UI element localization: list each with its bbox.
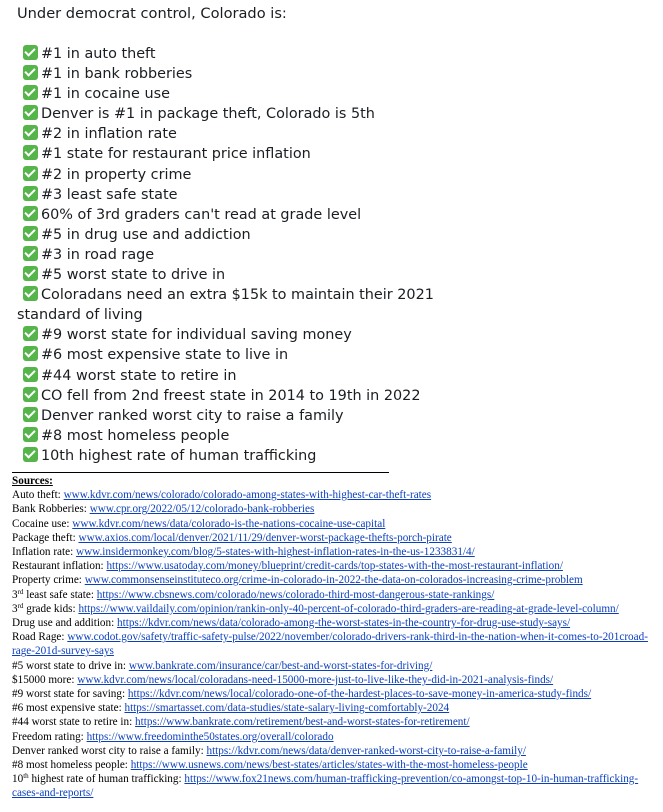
source-link[interactable]: https://kdvr.com/news/data/denver-ranked-worst-city-to-raise-a-family/ <box>206 744 526 757</box>
check-mark-icon <box>23 125 38 140</box>
check-mark-icon <box>23 226 38 241</box>
sources-section <box>12 474 652 801</box>
source-row: 3rd grade kids: https://www.vaildaily.com/opinion/rankin-only-40-percent-of-colorado-third-graders-are-reading-at-grade-level-column/ <box>12 601 619 615</box>
source-link[interactable]: https://kdvr.com/news/local/colorado-one-of-the-hardest-places-to-save-money-in-america-study-finds/ <box>127 688 592 701</box>
stat-item: #44 worst state to retire in <box>17 366 657 386</box>
stat-list <box>17 44 657 466</box>
check-mark-icon <box>23 166 38 181</box>
check-mark-icon <box>23 266 38 281</box>
stat-item: #1 in bank robberies <box>17 64 657 84</box>
source-row: Inflation rate: www.insidermonkey.com/blog/5-states-with-highest-inflation-rates-in-the-us-1233831/4/ <box>12 546 475 559</box>
check-mark-icon <box>23 186 38 201</box>
check-mark-icon <box>23 387 38 402</box>
source-row: Property crime: www.commonsenseinstituteco.org/crime-in-colorado-in-2022-the-data-on-colorados-increasing-crime-problem <box>12 574 583 587</box>
source-row: Package theft: www.axios.com/local/denver/2021/11/29/denver-worst-package-thefts-porch-pirate <box>12 531 452 544</box>
source-row: 3rd least safe state: https://www.cbsnews.com/colorado/news/colorado-third-most-dangerous-state-rankings/ <box>12 587 495 601</box>
stat-item: #2 in inflation rate <box>17 124 657 144</box>
check-mark-icon <box>23 286 38 301</box>
source-row: 10th highest rate of human trafficking: https://www.fox21news.com/human-trafficking-prevention/co-amongst-top-10-in-human-trafficking-cases-and-reports/ <box>12 772 639 800</box>
source-link[interactable]: www.cpr.org/2022/05/12/colorado-bank-robberies <box>89 503 315 516</box>
source-link[interactable]: www.kdvr.com/news/local/coloradans-need-15000-more-just-to-live-like-they-did-in-2021-analysis-finds/ <box>77 673 554 686</box>
source-link[interactable]: https://smartasset.com/data-studies/state-salary-living-comfortably-2024 <box>124 702 450 715</box>
check-mark-icon <box>23 246 38 261</box>
source-row: Road Rage: www.codot.gov/safety/traffic-safety-pulse/2022/november/colorado-drivers-rank-third-in-the-nation-when-it-comes-to-201croad-rage-201d-survey-says <box>12 631 648 658</box>
source-link[interactable]: www.codot.gov/safety/traffic-safety-pulse/2022/november/colorado-drivers-rank-third-in-the-nation-when-it-comes-to-201croad-rage-201d-survey-says <box>12 631 648 658</box>
check-mark-icon <box>23 346 38 361</box>
stat-item: #5 worst state to drive in <box>17 265 657 285</box>
post-headline: Under democrat control, Colorado is: <box>17 5 287 22</box>
stat-item: Denver is #1 in package theft, Colorado is 5th <box>17 104 657 124</box>
source-link[interactable]: https://kdvr.com/news/data/colorado-among-the-worst-states-in-the-country-for-drug-use-study-says/ <box>117 617 571 630</box>
check-mark-icon <box>23 326 38 341</box>
check-mark-icon <box>23 145 38 160</box>
source-row: #5 worst state to drive in: www.bankrate.com/insurance/car/best-and-worst-states-for-driving/ <box>12 659 433 672</box>
source-row: #6 most expensive state: https://smartasset.com/data-studies/state-salary-living-comfortably-2024 <box>12 702 450 715</box>
source-link[interactable]: https://www.bankrate.com/retirement/best-and-worst-states-for-retirement/ <box>135 716 470 729</box>
stat-item: 10th highest rate of human trafficking <box>17 446 657 466</box>
check-mark-icon <box>23 105 38 120</box>
source-row: Freedom rating: https://www.freedominthe50states.org/overall/colorado <box>12 730 334 743</box>
source-link[interactable]: https://www.cbsnews.com/colorado/news/colorado-third-most-dangerous-state-rankings/ <box>96 588 495 601</box>
stat-item: #1 in auto theft <box>17 44 657 64</box>
stat-item: #6 most expensive state to live in <box>17 345 657 365</box>
check-mark-icon <box>23 65 38 80</box>
stat-item: #3 least safe state <box>17 185 657 205</box>
check-mark-icon <box>23 427 38 442</box>
source-link[interactable]: www.axios.com/local/denver/2021/11/29/denver-worst-package-thefts-porch-pirate <box>78 531 452 544</box>
stat-item: #8 most homeless people <box>17 426 657 446</box>
source-link[interactable]: https://www.freedominthe50states.org/overall/colorado <box>86 730 334 743</box>
source-row: $15000 more: www.kdvr.com/news/local/coloradans-need-15000-more-just-to-live-like-they-did-in-2021-analysis-finds/ <box>12 673 554 686</box>
source-link[interactable]: www.commonsenseinstituteco.org/crime-in-colorado-in-2022-the-data-on-colorados-increasing-crime-problem <box>84 574 583 587</box>
source-row: Denver ranked worst city to raise a family: https://kdvr.com/news/data/denver-ranked-worst-city-to-raise-a-family/ <box>12 744 526 757</box>
source-row: Drug use and addition: https://kdvr.com/news/data/colorado-among-the-worst-states-in-the-country-for-drug-use-study-says/ <box>12 617 571 630</box>
source-link[interactable]: https://www.usatoday.com/money/blueprint/credit-cards/top-states-with-the-most-restaurant-inflation/ <box>106 560 563 573</box>
source-row: Cocaine use: www.kdvr.com/news/data/colorado-is-the-nations-cocaine-use-capital <box>12 517 386 530</box>
source-link[interactable]: www.insidermonkey.com/blog/5-states-with-highest-inflation-rates-in-the-us-1233831/4/ <box>76 546 475 559</box>
source-row: #8 most homeless people: https://www.usnews.com/news/best-states/articles/states-with-the-most-homeless-people <box>12 759 528 772</box>
stat-item: Coloradans need an extra $15k to maintain their 2021 standard of living <box>17 287 434 324</box>
check-mark-icon <box>23 407 38 422</box>
stat-item: #5 in drug use and addiction <box>17 225 657 245</box>
stat-item: #9 worst state for individual saving money <box>17 325 657 345</box>
source-row: #9 worst state for saving: https://kdvr.com/news/local/colorado-one-of-the-hardest-places-to-save-money-in-america-study-finds/ <box>12 688 592 701</box>
source-row: #44 worst state to retire in: https://www.bankrate.com/retirement/best-and-worst-states-for-retirement/ <box>12 716 470 729</box>
sources-title: Sources: <box>12 475 53 487</box>
source-link[interactable]: https://www.vaildaily.com/opinion/rankin-only-40-percent-of-colorado-third-graders-are-reading-at-grade-level-column/ <box>78 602 619 615</box>
check-mark-icon <box>23 85 38 100</box>
stat-item: #2 in property crime <box>17 165 657 185</box>
source-link[interactable]: www.kdvr.com/news/data/colorado-is-the-nations-cocaine-use-capital <box>72 517 386 530</box>
source-row: Bank Robberies: www.cpr.org/2022/05/12/colorado-bank-robberies <box>12 503 315 516</box>
source-link[interactable]: https://www.usnews.com/news/best-states/articles/states-with-the-most-homeless-people <box>130 759 528 772</box>
post-body <box>17 4 657 466</box>
stat-item: 60% of 3rd graders can't read at grade level <box>17 205 657 225</box>
stat-item: Denver ranked worst city to raise a family <box>17 406 657 426</box>
check-mark-icon <box>23 45 38 60</box>
source-link[interactable]: https://www.fox21news.com/human-trafficking-prevention/co-amongst-top-10-in-human-trafficking-cases-and-reports/ <box>12 773 639 800</box>
stat-item: #3 in road rage <box>17 245 657 265</box>
stat-item: #1 in cocaine use <box>17 84 657 104</box>
stat-item: #1 state for restaurant price inflation <box>17 144 657 164</box>
source-link[interactable]: www.bankrate.com/insurance/car/best-and-worst-states-for-driving/ <box>128 659 433 672</box>
source-link[interactable]: www.kdvr.com/news/colorado/colorado-among-states-with-highest-car-theft-rates <box>63 489 432 502</box>
check-mark-icon <box>23 447 38 462</box>
source-row: Auto theft: www.kdvr.com/news/colorado/colorado-among-states-with-highest-car-theft-rates <box>12 489 432 502</box>
source-row: Restaurant inflation: https://www.usatoday.com/money/blueprint/credit-cards/top-states-with-the-most-restaurant-inflation/ <box>12 560 563 573</box>
check-mark-icon <box>23 367 38 382</box>
sources-divider <box>12 472 389 473</box>
stat-item: CO fell from 2nd freest state in 2014 to 19th in 2022 <box>17 386 657 406</box>
check-mark-icon <box>23 206 38 221</box>
